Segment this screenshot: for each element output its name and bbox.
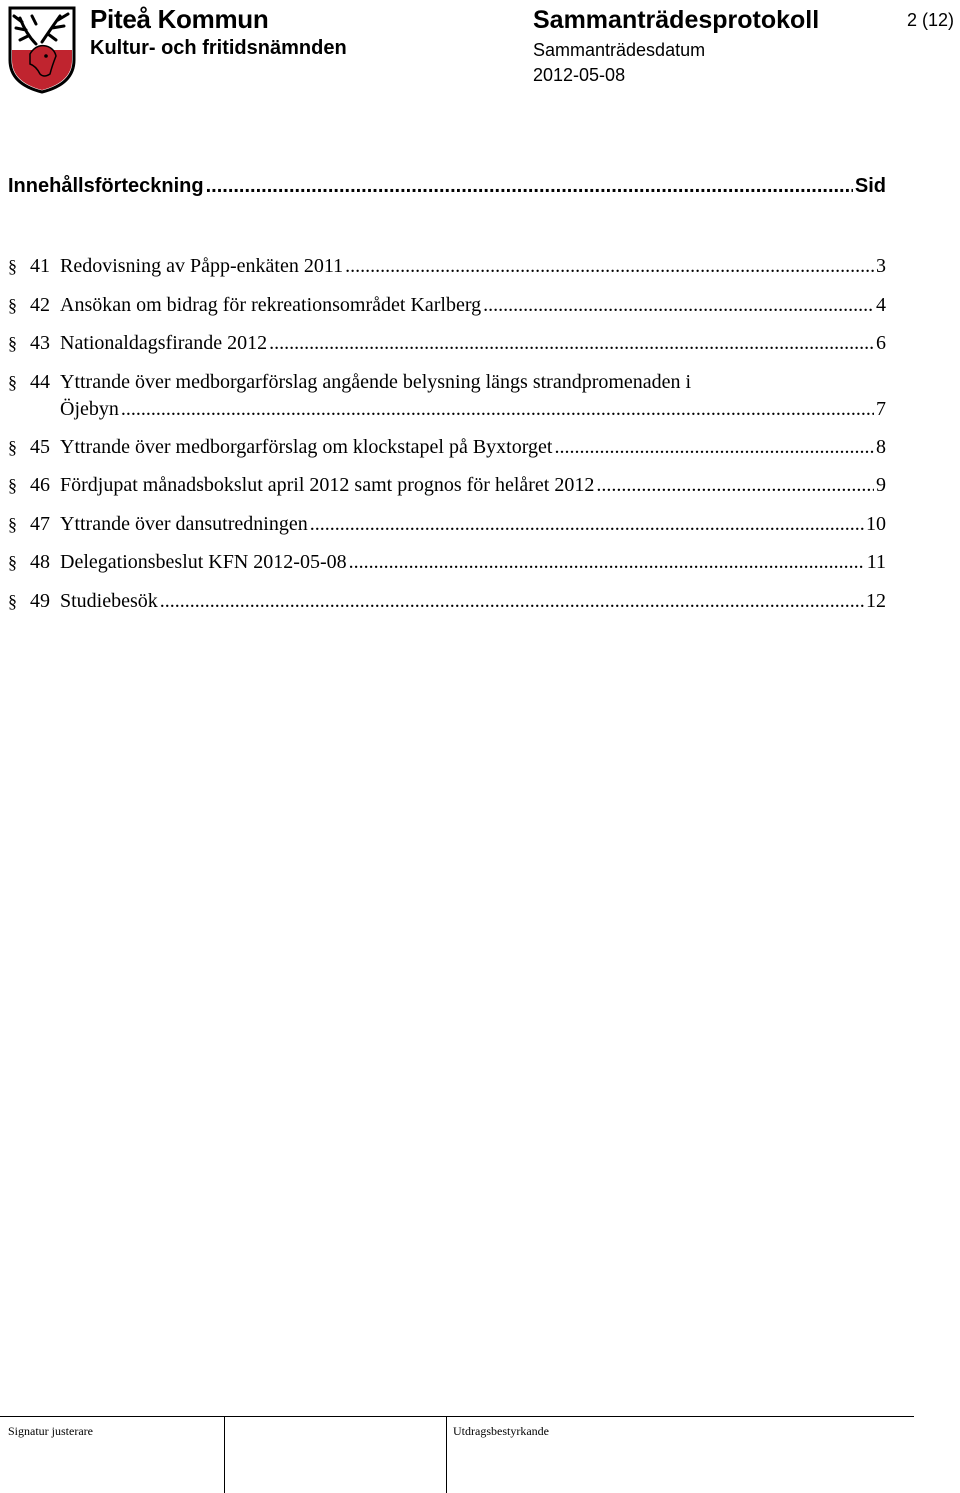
toc-heading-title: Innehållsförteckning <box>8 175 204 197</box>
toc-entry-leader <box>596 472 874 498</box>
extract-certification-label: Utdragsbestyrkande <box>453 1424 549 1438</box>
section-sign-icon: § <box>8 294 17 315</box>
toc-entry[interactable] <box>8 369 886 423</box>
toc-entry-title: Yttrande över medborgarförslag angående belysning längs strandpromenaden i <box>60 370 692 393</box>
section-sign-icon: § <box>8 371 17 392</box>
toc-entry[interactable] <box>8 434 886 460</box>
page-indicator: 2 (12) <box>906 10 954 30</box>
toc-entry-page: 12 <box>866 589 886 612</box>
toc-entry[interactable] <box>8 292 886 318</box>
meeting-date-label: Sammanträdesdatum <box>533 40 706 60</box>
section-sign-icon: § <box>8 513 17 534</box>
toc-entry[interactable] <box>8 549 886 575</box>
toc-entry-page: 11 <box>866 551 886 573</box>
toc-entry-title: Yttrande över dansutredningen <box>60 512 308 535</box>
organisation-block <box>90 6 347 58</box>
toc-entry-leader <box>345 253 874 279</box>
toc-entry[interactable] <box>8 588 886 614</box>
toc-entry-title-continued: Öjebyn <box>60 397 119 420</box>
toc-entry-page: 4 <box>876 293 886 316</box>
toc-entry-number: 41 <box>30 255 50 277</box>
toc-entry-leader <box>310 511 864 537</box>
signature-field-2[interactable] <box>224 1417 447 1493</box>
section-sign-icon: § <box>8 333 17 353</box>
toc-page-column-label: Sid <box>854 175 886 197</box>
toc-entry-leader <box>483 292 874 318</box>
extract-certification-field[interactable] <box>446 1417 915 1493</box>
toc-entry[interactable] <box>8 511 886 537</box>
toc-entry-page: 8 <box>876 435 886 458</box>
meeting-date: 2012-05-08 <box>533 65 626 85</box>
pitea-reindeer-logo-icon <box>6 4 78 94</box>
section-sign-icon: § <box>8 552 17 572</box>
toc-entry[interactable] <box>8 253 886 279</box>
toc-entry-number: 46 <box>30 474 50 496</box>
document-title: Sammanträdesprotokoll <box>533 6 820 34</box>
toc-entry-number: 45 <box>30 435 50 458</box>
toc-entry-page: 3 <box>876 255 886 277</box>
toc-entry-number: 42 <box>30 293 50 316</box>
toc-entry-page: 10 <box>866 512 886 535</box>
section-sign-icon: § <box>8 436 17 457</box>
organisation-name: Piteå Kommun <box>90 4 269 34</box>
toc-entry-number: 43 <box>30 332 50 354</box>
toc-entry-page: 7 <box>876 397 886 420</box>
toc-entry-leader <box>269 330 874 356</box>
toc-entry-leader <box>121 396 874 423</box>
toc-entry-number: 49 <box>30 589 50 612</box>
toc-entry[interactable] <box>8 330 886 356</box>
toc-list <box>8 253 886 626</box>
toc-entry-title: Studiebesök <box>60 589 158 612</box>
signature-field[interactable] <box>0 1417 224 1493</box>
toc-entry-number: 47 <box>30 512 50 535</box>
toc-entry-title: Redovisning av Påpp-enkäten 2011 <box>60 255 344 277</box>
toc-entry-title: Yttrande över medborgarförslag om klockstapel på Byxtorget <box>60 435 553 458</box>
toc-entry-leader <box>349 549 865 575</box>
section-sign-icon: § <box>8 590 17 611</box>
signature-label: Signatur justerare <box>8 1424 93 1438</box>
toc-entry-title: Delegationsbeslut KFN 2012-05-08 <box>60 551 347 573</box>
toc-entry-page: 6 <box>876 332 886 354</box>
board-name: Kultur- och fritidsnämnden <box>90 37 347 59</box>
toc-heading <box>8 173 886 199</box>
document-header <box>533 8 819 84</box>
toc-entry-title: Ansökan om bidrag för rekreationsområdet Karlberg <box>60 293 482 316</box>
toc-entry-page: 9 <box>876 474 886 496</box>
section-sign-icon: § <box>8 475 17 495</box>
toc-entry-title: Nationaldagsfirande 2012 <box>60 332 268 354</box>
toc-entry-leader <box>160 588 864 614</box>
toc-entry-number: 48 <box>30 551 50 573</box>
section-sign-icon: § <box>8 256 17 276</box>
toc-entry-leader <box>554 434 874 460</box>
toc-entry-number: 44 <box>30 370 50 393</box>
toc-heading-leader <box>206 173 853 199</box>
toc-entry[interactable] <box>8 472 886 498</box>
signature-footer <box>0 1416 914 1493</box>
toc-entry-title: Fördjupat månadsbokslut april 2012 samt prognos för helåret 2012 <box>60 474 595 496</box>
